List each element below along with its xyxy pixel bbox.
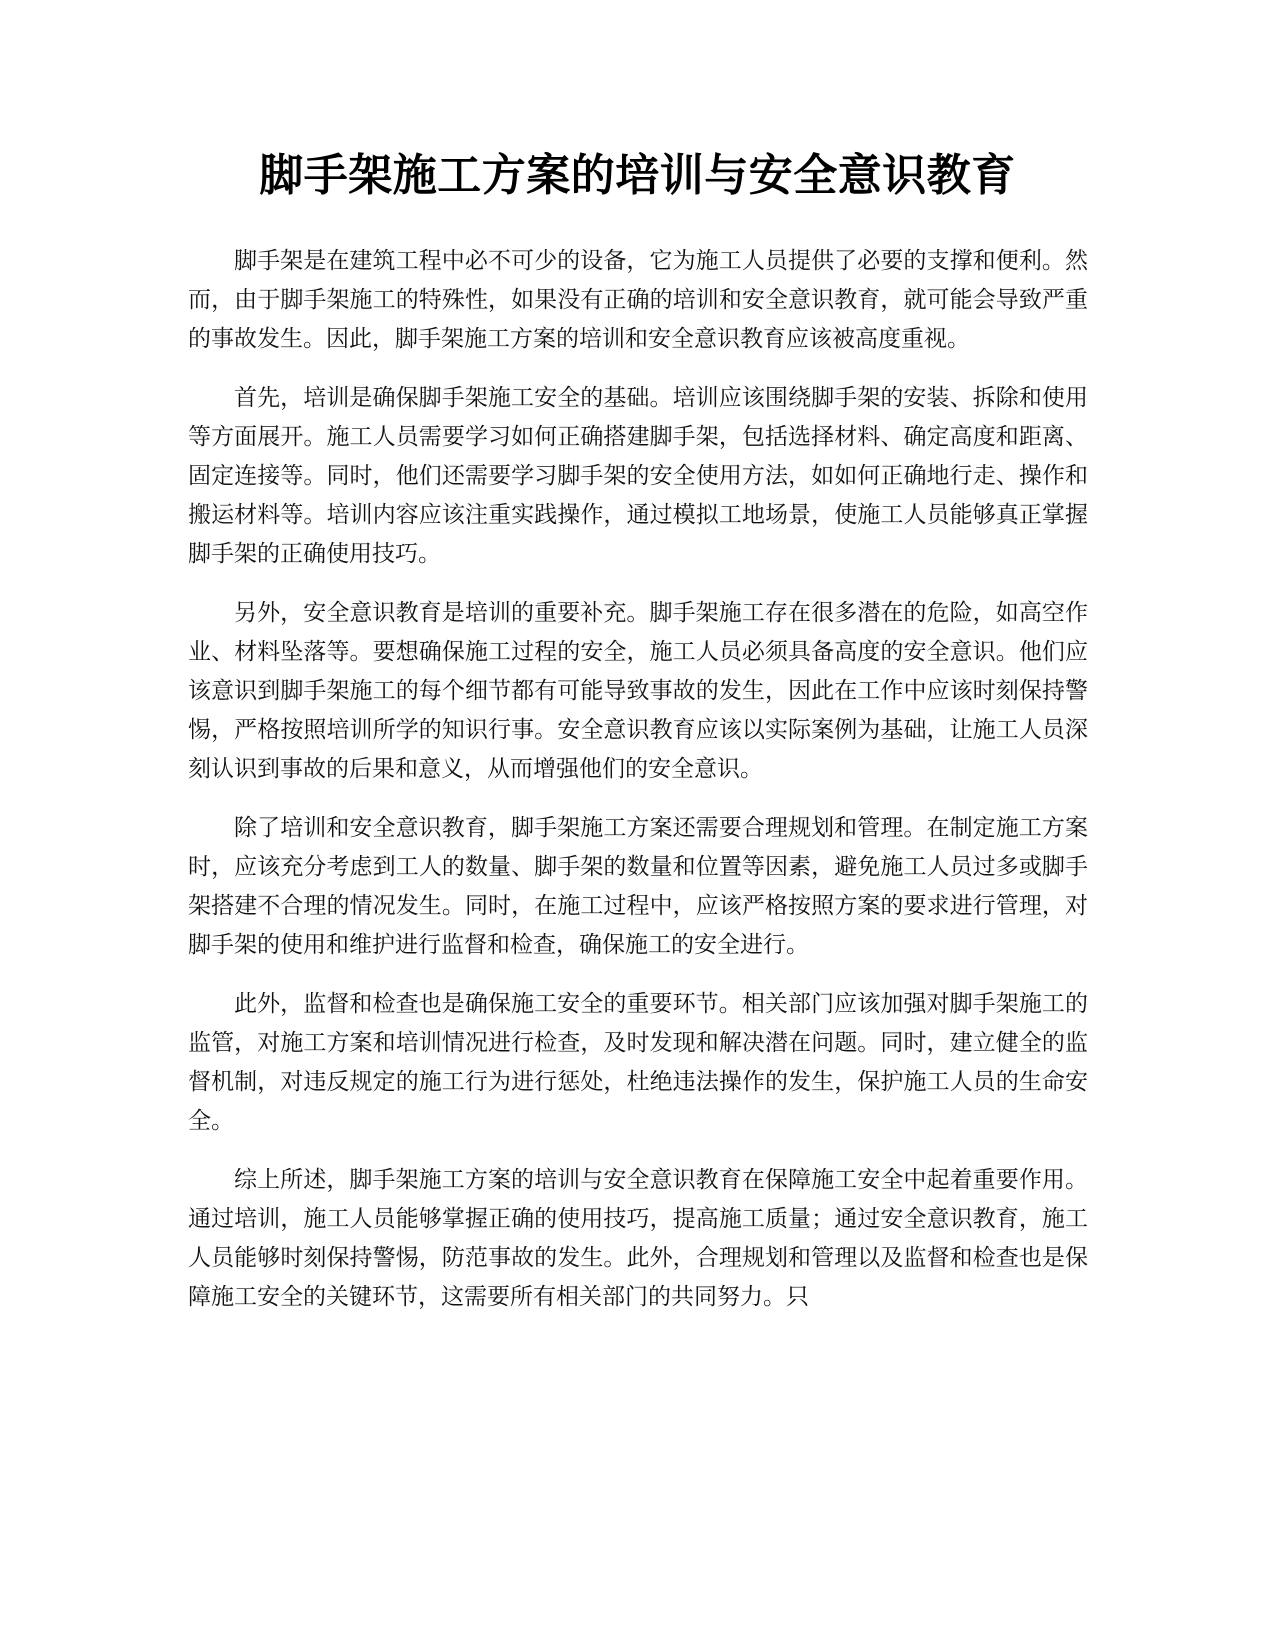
paragraph-4: 除了培训和安全意识教育，脚手架施工方案还需要合理规划和管理。在制定施工方案时，应该充分考虑到工人的数量、脚手架的数量和位置等因素，避免施工人员过多或脚手架搭建不合理的情况发生。同时，在施工过程中，应该严格按照方案的要求进行管理，对脚手架的使用和维护进行监督和检查，确保施工的安全进行。 [188,815,1088,958]
paragraph-2: 首先，培训是确保脚手架施工安全的基础。培训应该围绕脚手架的安装、拆除和使用等方面展开。施工人员需要学习如何正确搭建脚手架，包括选择材料、确定高度和距离、固定连接等。同时，他们还需要学习脚手架的安全使用方法，如如何正确地行走、操作和搬运材料等。培训内容应该注重实践操作，通过模拟工地场景，使施工人员能够真正掌握脚手架的正确使用技巧。 [188,385,1088,567]
paragraph-5: 此外，监督和检查也是确保施工安全的重要环节。相关部门应该加强对脚手架施工的监管，对施工方案和培训情况进行检查，及时发现和解决潜在问题。同时，建立健全的监督机制，对违反规定的施工行为进行惩处，杜绝违法操作的发生，保护施工人员的生命安全。 [188,991,1088,1134]
paragraph-6: 综上所述，脚手架施工方案的培训与安全意识教育在保障施工安全中起着重要作用。通过培训，施工人员能够掌握正确的使用技巧，提高施工质量；通过安全意识教育，施工人员能够时刻保持警惕，防范事故的发生。此外，合理规划和管理以及监督和检查也是保障施工安全的关键环节，这需要所有相关部门的共同努力。只 [188,1167,1088,1310]
paragraph-1: 脚手架是在建筑工程中必不可少的设备，它为施工人员提供了必要的支撑和便利。然而，由于脚手架施工的特殊性，如果没有正确的培训和安全意识教育，就可能会导致严重的事故发生。因此，脚手架施工方案的培训和安全意识教育应该被高度重视。 [188,248,1088,352]
document-body [188,242,1088,1337]
paragraph-3: 另外，安全意识教育是培训的重要补充。脚手架施工存在很多潜在的危险，如高空作业、材料坠落等。要想确保施工过程的安全，施工人员必须具备高度的安全意识。他们应该意识到脚手架施工的每个细节都有可能导致事故的发生，因此在工作中应该时刻保持警惕，严格按照培训所学的知识行事。安全意识教育应该以实际案例为基础，让施工人员深刻认识到事故的后果和意义，从而增强他们的安全意识。 [188,600,1088,782]
document-title: 脚手架施工方案的培训与安全意识教育 [259,150,1016,201]
